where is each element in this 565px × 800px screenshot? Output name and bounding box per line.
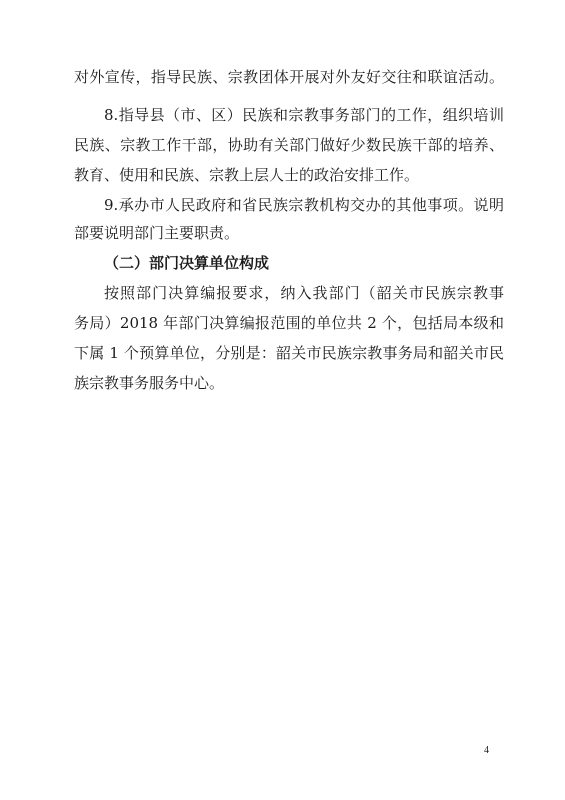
- section-heading: （二）部门决算单位构成: [104, 254, 270, 272]
- paragraph-line: 9.承办市人民政府和省民族宗教机构交办的其他事项。说明: [104, 196, 504, 214]
- page-number: 4: [484, 745, 489, 756]
- paragraph-line: 下属 1 个预算单位，分别是：韶关市民族宗教事务局和韶关市民: [74, 344, 504, 362]
- paragraph-line: 民族、宗教工作干部，协助有关部门做好少数民族干部的培养、: [74, 136, 504, 154]
- paragraph-line: 按照部门决算编报要求，纳入我部门（韶关市民族宗教事: [104, 284, 504, 302]
- paragraph-line: 族宗教事务服务中心。: [74, 374, 225, 392]
- paragraph-line: 部要说明部门主要职责。: [74, 224, 240, 242]
- paragraph-line: 教育、使用和民族、宗教上层人士的政治安排工作。: [74, 166, 420, 184]
- paragraph-line: 8.指导县（市、区）民族和宗教事务部门的工作，组织培训: [104, 106, 504, 124]
- paragraph-line: 务局）2018 年部门决算编报范围的单位共 2 个，包括局本级和: [74, 314, 504, 332]
- paragraph-line: 对外宣传，指导民族、宗教团体开展对外友好交往和联谊活动。: [74, 68, 504, 86]
